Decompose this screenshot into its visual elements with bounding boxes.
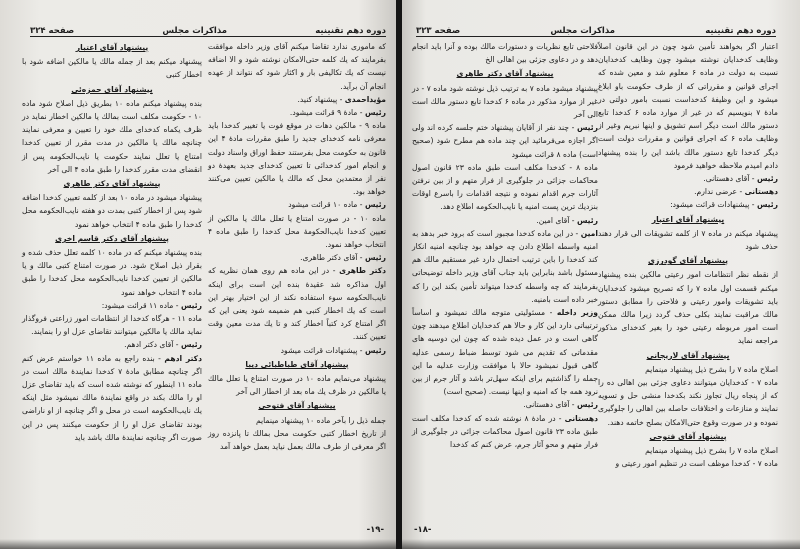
motion-heading: پیشنهاد آقای گودرزی bbox=[648, 256, 728, 266]
folio-number: -۱۹- bbox=[366, 525, 384, 535]
speech-paragraph bbox=[208, 344, 386, 357]
speech-paragraph bbox=[412, 398, 598, 411]
speaker-name: رئیس bbox=[364, 108, 386, 118]
body-paragraph: اصلاح ماده ۷ را بشرح ذیل پیشنهاد مینمایم bbox=[645, 364, 778, 374]
motion-heading: پیشنهاد آقای اعتبار bbox=[75, 43, 149, 52]
body-paragraph: ماده ۱۱ - هرگاه کدخدا از انتظامات امور زراعتی فروگذار نماید مالك یا مالکین میتوانند تقاضای عزل او را بنمایند. bbox=[22, 314, 202, 337]
speech-paragraph bbox=[412, 121, 598, 161]
speaker-name: رئیس bbox=[576, 215, 598, 225]
speech-paragraph bbox=[22, 352, 202, 444]
speech-text: - در این ماده کدخدا مجبور است که برود خبر بدهد به امنیه واسطه اطلاع دادن چه خواهد بود چنانچه امنیه انکار کند کدخدا را باین ترتیب احتمال دارد غیر مستقیم مالك هم مسئول باشد بنابراین باید جناب آقای وزیر داخله توضیحاتی بفرمایند که چه واسطه کدخدا میتواند تأمین بکند این را که خبر داده است بامنیه. bbox=[412, 228, 598, 304]
body-paragraph: بنده پیشنهاد میکنم ماده ۱۰ بطریق ذیل اصلاح شود ماده ۱۰ - حکومت مکلف است بمالك یا مالکین اخطار نماید در ظرف یکماه کدخدای ملك خود را تعیین و معرفی نمایند چنانچه مالك یا مالکین در مدت مقرر از تعیین کدخدا امتناع یا تعلل نمایند حکومت یا نایب‌الحکومه پس از انقضای مدت مقرر کدخدا را طبق ماده ۴ الی آخر bbox=[22, 98, 202, 174]
body-paragraph: فلاحتی تابع نظریات و دستورات مالك بوده و آنرا باید انجام دهد و در دعاوی جزئی بین اهالی الخ bbox=[412, 42, 598, 65]
speech-text: - آقای امین. bbox=[536, 215, 575, 225]
session-label: دوره دهم تقنینیه bbox=[705, 26, 776, 36]
speech-paragraph bbox=[598, 172, 778, 185]
speech-paragraph bbox=[22, 299, 202, 312]
speech-text: - مسئولیتی متوجه مالك نمیشود و اساساً ترتیباتی دارد این کار و حالا هم کدخدایان اطلاع میدهند چون گاهی است و در عمل دیده شده که چون این دوسیه های مقدماتی که تقدیم می شود توسط ضباط رسمی عدلیه گاهی قبول نمیشود حالا با موافقت وزارت عدلیه ما این جمله را گذاشتیم برای اینکه سهل‌تر باشد و آثار جرم از بین نرود همه جا که امنیه و اینها نیست. (صحیح است) bbox=[412, 308, 598, 397]
speech-text: - پیشنهادات قرائت میشود bbox=[280, 345, 363, 355]
body-paragraph: ماده ۷ - کدخدا موظف است در تنظیم امور رعیتی و bbox=[615, 459, 778, 469]
speech-paragraph bbox=[412, 227, 598, 306]
motion-heading: پیشنهاد آقای دکتر طاهری bbox=[63, 179, 161, 189]
motion-heading: پیشنهاد آقای اعتبار bbox=[651, 214, 725, 224]
body-paragraph: ماده ۱۰ - در صورت امتناع یا تعلل مالك یا مالکین از تعیین کدخدا نایب‌الحکومهٔ محل کدخدا را طبق ماده ۴ انتخاب خواهد نمود. bbox=[208, 213, 387, 250]
body-paragraph: از تاریخ اخطار کتبی حکومت محل بمالك تا پانزده روز اگر معرفی از طرف مالك بعمل نیاید بعمل خواهد آمد bbox=[208, 428, 386, 452]
speech-text: - در مادهٔ ۸ نوشته شده که کدخدا مکلف است طبق ماده ۲۳ قانون اصول محاکمات جزائی در جلوگیری از فرار متهم و محو آثار جرم، عرض کنم که کدخدا bbox=[412, 413, 598, 450]
page-number: صفحه ۳۲۳ bbox=[416, 26, 461, 36]
page-header bbox=[416, 22, 776, 36]
speech-text: - در این ماده هم روی همان نظریه که اول مذاکره شد عقیدهٔ بنده این است برای اینکه نایب‌الحکومه سوء استفاده نکند از این اختیار بهتر این است که یك اخطار کتبی هم ضمیمه شود یعنی این که اگر امتناع کرد کتباً اخطار کند و تا یك مدت معین وقت تعیین کنند. bbox=[208, 266, 386, 342]
body-paragraph: پیشنهاد میکنم در ماده ۷ از کلمه تشویقات الی قرار دهند حذف شود bbox=[598, 228, 778, 252]
speaker-name: رئیس bbox=[180, 300, 202, 310]
speaker-name: دهستانی bbox=[744, 187, 778, 197]
speech-text: - چند نفر از آقایان پیشنهاد ختم جلسه کرده اند ولی اگر اجازه می‌فرمائید این چند ماده هم مطرح شود (صحیح است) ماده ۸ قرائت میشود bbox=[412, 123, 598, 159]
speech-text: - پیشنهاد کنید. bbox=[297, 94, 343, 104]
header-rule bbox=[30, 36, 386, 37]
speech-paragraph bbox=[208, 251, 386, 264]
body-paragraph: ماده ۷ - کدخدایان میتوانند دعاوی جزئی بین اهالی ده را که از پنجاه ریال تجاوز نکند بکدخدا منشی حل و تسویه نمایند و منازعات و اختلافات حاصله بین اهالی را جلوگیری نموده و در صورت وقوع حتی‌الامکان بصلح خاتمه دهند. bbox=[598, 378, 778, 427]
speech-paragraph bbox=[412, 412, 598, 452]
speech-paragraph bbox=[208, 264, 386, 343]
speech-text: - عرضی ندارم. bbox=[694, 187, 743, 197]
speech-text: - آقای دکتر طاهری. bbox=[300, 253, 363, 263]
motion-heading: پیشنهاد آقای فتوحی bbox=[258, 401, 336, 411]
speech-text: - آقای دهستانی. bbox=[703, 174, 755, 184]
speaker-name: رئیس bbox=[364, 345, 386, 355]
speaker-name: رئیس bbox=[576, 400, 598, 410]
speaker-name: مؤیداحمدی bbox=[344, 94, 386, 104]
motion-heading: پیشنهاد آقای فتوحی bbox=[649, 431, 727, 441]
speech-text: - پیشنهادات قرائت میشود: bbox=[670, 200, 755, 210]
folio-number: -۱۸- bbox=[414, 525, 432, 535]
speech-paragraph bbox=[208, 198, 386, 211]
speaker-name: رئیس bbox=[180, 340, 202, 350]
speaker-name: رئیس bbox=[364, 200, 386, 210]
speech-paragraph bbox=[208, 106, 386, 119]
speaker-name: رئیس bbox=[576, 123, 598, 133]
page-324 bbox=[0, 0, 398, 549]
body-paragraph: جمله ذیل را بآخر ماده ۱۰ پیشنهاد مینمایم bbox=[255, 415, 386, 425]
speech-text: - آقای دهستانی. bbox=[523, 400, 575, 410]
speaker-name: وزیر داخله bbox=[556, 308, 598, 318]
motion-heading: پیشنهاد آقای حمزه‌ئی bbox=[71, 84, 153, 94]
scan-shadow bbox=[0, 539, 398, 549]
body-paragraph: از نقطه نظر انتظامات امور رعیتی مالکین بنده پیشنهاد میکنم قسمت اول ماده ۷ را که تصریح میشود کدخدایان باید تشویقات وامور رعیتی و فلاحتی را مطابق دستور مالك مراقبت نمایند بکلی حذف گردد زیرا مالك ممکن است امور مربوطه رعیتی خود را بغیر کدخدای مذکور مراجعه نماید bbox=[598, 270, 778, 346]
speaker-name: دکتر طاهری bbox=[339, 266, 387, 276]
page-header bbox=[30, 22, 386, 36]
text-column-right bbox=[208, 40, 386, 535]
scan-shadow bbox=[402, 539, 800, 549]
speech-text: - بنده راجع به ماده ۱۱ خواستم عرض کنم اگر چنانچه مطابق مادهٔ ۷ کدخدا نمایندهٔ مالك است در ماده ۱۱ اینطور که نوشته شده است که باید تقاضای عزل او را مالك بکند در واقع نمایندهٔ مالك نمیشود مثل اینکه یك نایب‌الحکومه است در محل و اگر چنانچه از او ناراضی بودند تقاضای عزل او را از حکومت میکنند پس در این صورت اگر چنانچه نمایندهٔ مالك باشد باید bbox=[22, 353, 202, 442]
body-paragraph: ماده ۸ - کدخدا مکلف است طبق ماده ۲۳ قانون اصول محاکمات جزائی در جلوگیری از فرار متهم و از بین نرفتن آثارات جرم اقدام نموده و نتیجه اقدامات را باسرع اوقات بنزدیك ترین پست امنیه یا نایب‌الحکومه اطلاع دهد. bbox=[412, 162, 598, 212]
speech-paragraph bbox=[208, 93, 386, 106]
body-paragraph: پیشنهاد می‌نمایم ماده ۱۰ در صورت امتناع یا تعلل مالك یا مالکین در ظرف یك ماه بعد از اخطار الی آخر bbox=[208, 374, 386, 397]
speaker-name: رئیس bbox=[756, 200, 778, 210]
speech-text: - آقای دکتر ادهم. bbox=[124, 340, 179, 350]
speech-paragraph bbox=[412, 214, 598, 227]
motion-heading: پیشنهاد آقای دکتر قاسم اخری bbox=[55, 233, 169, 243]
speaker-name: رئیس bbox=[756, 174, 778, 184]
body-paragraph: اصلاح ماده ۷ را بشرح ذیل پیشنهاد مینمایم bbox=[645, 446, 778, 456]
body-paragraph: پیشنهاد میشود در ماده ۱۰ بعد از کلمه تعیین کدخدا اضافه شود پس از اخطار کتبی بمدت دو هفته نایب‌الحکومه محل کدخدا را طبق ماده ۴ انتخاب خواهد نمود bbox=[22, 193, 202, 229]
text-column-right bbox=[598, 40, 778, 535]
speech-text: - مادهٔ ۹ قرائت میشود. bbox=[289, 108, 363, 118]
speaker-name: دهستانی bbox=[564, 413, 598, 423]
header-rule bbox=[416, 36, 776, 37]
body-paragraph: اعتبار اگر بخواهند تأمین شود چون در این قانون اصلاً وظایف کدخدایان نوشته میشود چون وظایف کدخدایان نسبت به دولت در ماده ۶ معلوم شد و معین شده که اجرای قوانین و مقرراتی که از طرف حکومت باو ابلاغ میشود و این وظیفهٔ کدخداست نسبت بامور دولتی در مادهٔ ۷ بنویسیم که در غیر از موارد ماده ۶ کدخدا تابع دستور مالك است دیگر اسم تشویق و اینها نبریم وغیر از وظایف ماده ۶ که اجرای قوانین و مقررات دولت است دیگر کدخدا تابع دستور مالك باشد این را بنده پیشنهاد دادم امیدم ملاحظه خواهید فرمود bbox=[598, 42, 779, 170]
body-paragraph: که ماموری ندارد تقاضا میکنم آقای وزیر داخله موافقت بفرمایند که یك کلمه حتی‌الامکان نوشته شود و الا اضافه نیست که یك تکالیفی بار و اکثار شود که نتواند از عهده انجام آن برآید. bbox=[208, 42, 386, 91]
speaker-name: دکتر ادهم bbox=[164, 353, 202, 363]
motion-heading: پیشنهاد آقای طباطبائی دیبا bbox=[245, 359, 349, 369]
session-label: دوره دهم تقنینیه bbox=[315, 26, 386, 36]
page-323 bbox=[402, 0, 800, 549]
page-number: صفحه ۳۲۴ bbox=[30, 26, 75, 36]
speech-paragraph bbox=[598, 198, 778, 211]
text-column-left bbox=[22, 40, 202, 535]
text-column-left bbox=[412, 40, 598, 535]
running-title: مذاکرات مجلس bbox=[162, 26, 228, 36]
speech-text: - ماده ۱۱ قرائت میشود: bbox=[101, 300, 179, 310]
speech-paragraph bbox=[22, 338, 202, 351]
speech-paragraph bbox=[598, 185, 778, 198]
body-paragraph: پیشنهاد میشود ماده ۷ به ترتیب ذیل نوشته شود ماده ۷ - در غیر از موارد مذکور در ماده ۶ کدخدا تابع دستور مالك است الی آخر bbox=[412, 83, 598, 120]
speech-paragraph bbox=[412, 306, 598, 398]
body-paragraph: پیشنهاد میکنم بعد از جمله مالك یا مالکین اضافه شود با اخطار کتبی bbox=[22, 57, 202, 80]
speaker-name: امین bbox=[580, 228, 598, 238]
speaker-name: رئیس bbox=[364, 253, 386, 263]
motion-heading: پیشنهاد آقای دکتر طاهری bbox=[456, 69, 554, 79]
motion-heading: پیشنهاد آقای لاریجانی bbox=[646, 350, 730, 360]
body-paragraph: ماده ۹ - مالکین دهات در موقع فوت یا تغییر کدخدا باید معرفی نامه کدخدای جدید را طبق مقررات مادهٔ ۴ این قانون به حکومت محل بفرستند حفظ اوراق واسناد دولت و انجام امور کدخدائی تا تعیین کدخدای جدید بعهدهٔ دو نفر از معتمدین محل که مالك یا مالکین تعیین می‌کنند خواهد بود. bbox=[208, 121, 387, 197]
running-title: مذاکرات مجلس bbox=[550, 26, 616, 36]
speech-text: - ماده ۱۰ قرائت میشود bbox=[288, 200, 363, 210]
body-paragraph: بنده پیشنهاد میکنم که در ماده ۱۰ کلمه تعلل حذف شده و بقرار ذیل اصلاح شود. در صورت امتناع کتبی مالك و یا مالکین از تعیین کدخدا نایب‌الحکومه محل کدخدا را طبق ماده ۴ انتخاب خواهد نمود bbox=[22, 248, 202, 297]
